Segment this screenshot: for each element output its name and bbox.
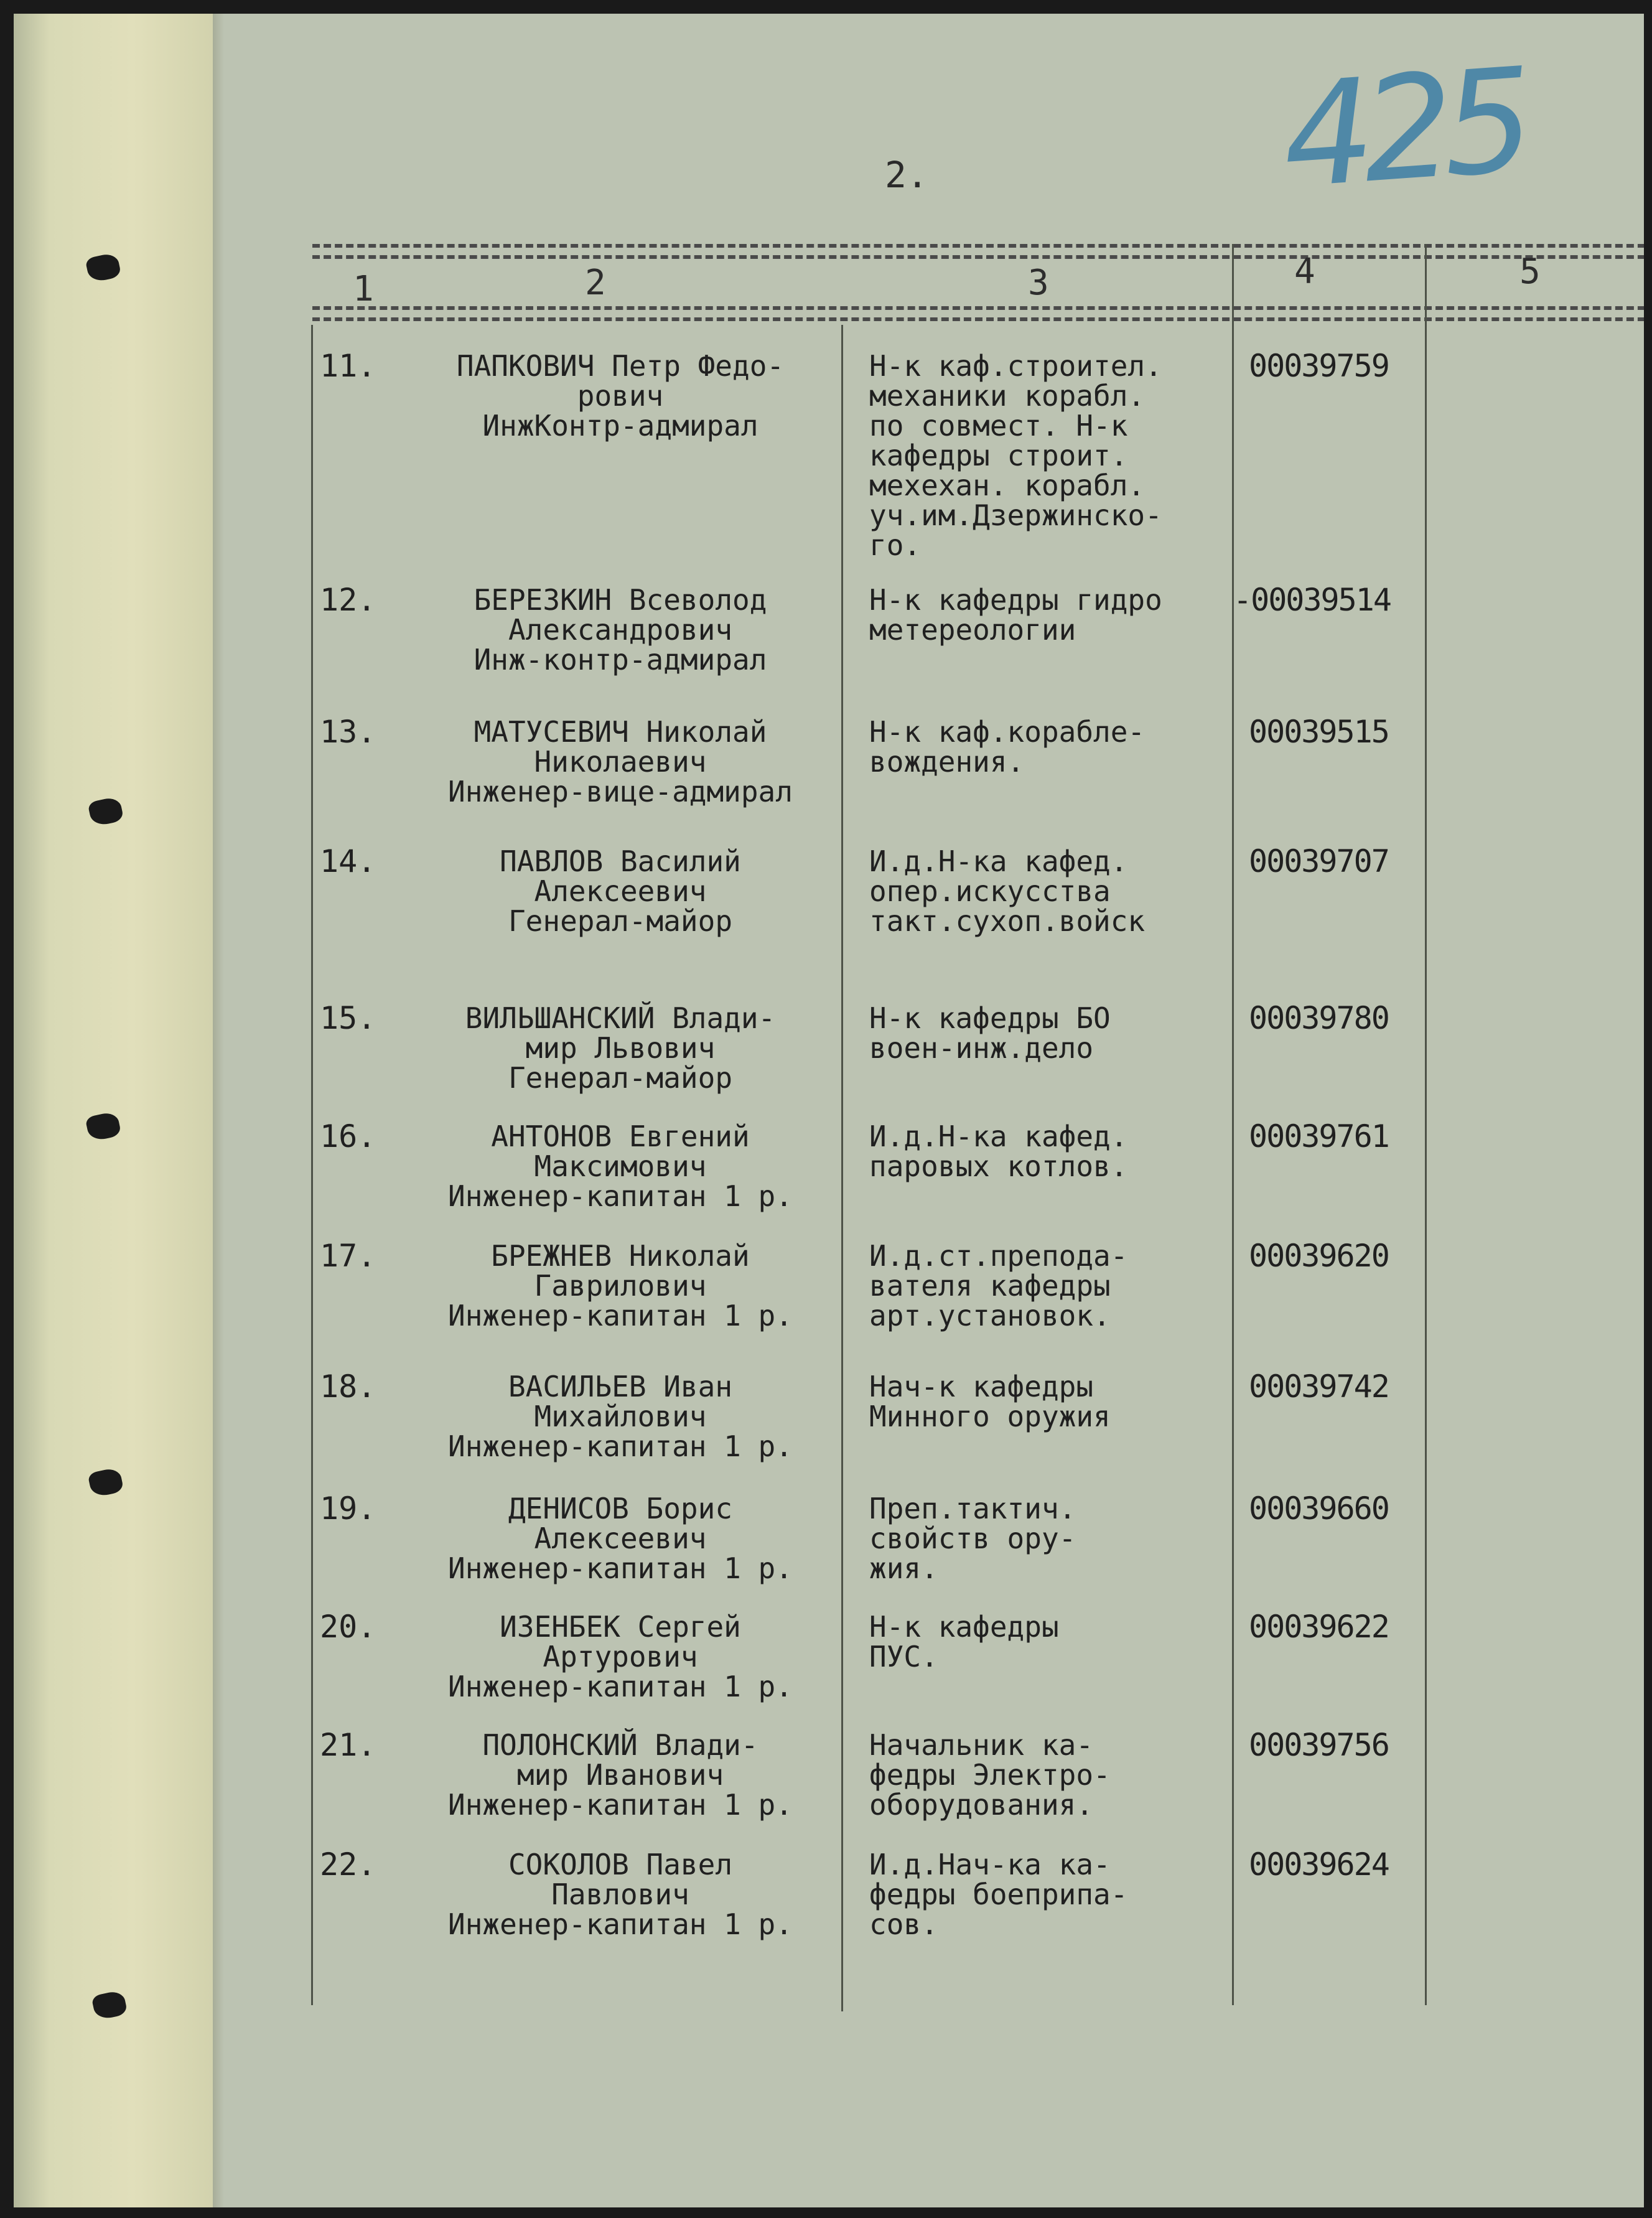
personnel-code: 00039622: [1249, 1609, 1389, 1645]
row-number: 11.: [320, 348, 376, 384]
person-name-rank: МАТУСЕВИЧ Николай Николаевич Инженер-вице-адмирал: [448, 715, 793, 808]
personnel-code: 00039756: [1249, 1727, 1389, 1763]
row-number: 14.: [320, 843, 376, 879]
position-description: Преп.тактич. свойств ору- жия.: [869, 1492, 1076, 1585]
personnel-code: -00039514: [1233, 582, 1391, 618]
personnel-code: 00039761: [1249, 1118, 1389, 1154]
person-name-rank: СОКОЛОВ Павел Павлович Инженер-капитан 1 р.: [448, 1848, 793, 1941]
column-number-3: 3: [1028, 263, 1049, 303]
binding-strip-edge: [213, 14, 224, 2207]
row-number: 22.: [320, 1846, 376, 1883]
person-name-rank: ПОЛОНСКИЙ Влади- мир Иванович Инженер-капитан 1 р.: [448, 1728, 793, 1822]
archive-sheet-number: 425: [1277, 38, 1528, 221]
person-name-rank: ВАСИЛЬЕВ Иван Михайлович Инженер-капитан 1 р.: [448, 1370, 793, 1463]
person-name-rank: АНТОНОВ Евгений Максимович Инженер-капитан 1 р.: [448, 1120, 793, 1213]
person-name-rank: ПАВЛОВ Василий Алексеевич Генерал-майор: [500, 845, 741, 938]
column-number-2: 2: [585, 263, 606, 303]
column-number-5: 5: [1519, 251, 1541, 292]
person-name-rank: ПАПКОВИЧ Петр Федо- рович ИнжКонтр-адмирал: [456, 349, 785, 442]
column-divider-4-5: [1425, 244, 1427, 2005]
person-name-rank: ВИЛЬШАНСКИЙ Влади- мир Львович Генерал-майор: [465, 1001, 776, 1095]
position-description: Н-к кафедры гидро метереологии: [869, 583, 1162, 647]
column-number-1: 1: [353, 269, 374, 309]
person-name-rank: ДЕНИСОВ Борис Алексеевич Инженер-капитан 1 р.: [448, 1492, 793, 1585]
archive-page: [14, 14, 1644, 2207]
personnel-code: 00039707: [1249, 843, 1389, 879]
header-rule-top: [312, 244, 1644, 248]
position-description: Нач-к кафедры Минного оружия: [869, 1370, 1111, 1433]
position-description: И.д.Нач-ка ка- федры боеприпа- сов.: [869, 1848, 1128, 1941]
page-number: 2.: [885, 154, 928, 196]
header-rule-top-double: [312, 255, 1644, 259]
row-number: 15.: [320, 1000, 376, 1036]
position-description: Н-к каф.кораблe- вождения.: [869, 715, 1146, 779]
personnel-code: 00039759: [1249, 348, 1389, 384]
row-number: 19.: [320, 1490, 376, 1527]
row-number: 13.: [320, 714, 376, 750]
binding-strip: [14, 14, 213, 2207]
header-rule-bottom-double: [312, 317, 1644, 321]
column-number-4: 4: [1294, 251, 1315, 292]
person-name-rank: БЕРЕЗКИН Всеволод Александрович Инж-контр-адмирал: [474, 583, 767, 676]
personnel-code: 00039780: [1249, 1000, 1389, 1036]
row-number: 12.: [320, 582, 376, 618]
position-description: И.д.Н-ка кафед. опер.искусства такт.сухоп.войск: [869, 845, 1146, 938]
row-number: 21.: [320, 1727, 376, 1763]
person-name-rank: БРЕЖНЕВ Николай Гаврилович Инженер-капитан 1 р.: [448, 1239, 793, 1332]
position-description: Н-к каф.строител. механики корабл. по совмест. Н-к кафедры строит. мехехан. корабл. уч.им.Дзержинско- го.: [869, 349, 1162, 562]
personnel-code: 00039515: [1249, 714, 1389, 750]
personnel-code: 00039660: [1249, 1490, 1389, 1527]
header-rule-bottom: [312, 306, 1644, 310]
position-description: И.д.ст.препода- вателя кафедры арт.установок.: [869, 1239, 1128, 1332]
position-description: Н-к кафедры ПУС.: [869, 1610, 1059, 1673]
personnel-code: 00039620: [1249, 1238, 1389, 1274]
person-name-rank: ИЗЕНБЕК Сергей Артурович Инженер-капитан 1 р.: [448, 1610, 793, 1703]
row-number: 20.: [320, 1609, 376, 1645]
table-left-border: [311, 325, 313, 2005]
personnel-code: 00039624: [1249, 1846, 1389, 1883]
row-number: 18.: [320, 1369, 376, 1405]
position-description: Начальник ка- федры Электро- оборудования.: [869, 1728, 1111, 1822]
row-number: 16.: [320, 1118, 376, 1154]
position-description: И.д.Н-ка кафед. паровых котлов.: [869, 1120, 1128, 1183]
personnel-code: 00039742: [1249, 1369, 1389, 1405]
row-number: 17.: [320, 1238, 376, 1274]
position-description: Н-к кафедры БО воен-инж.дело: [869, 1001, 1111, 1065]
